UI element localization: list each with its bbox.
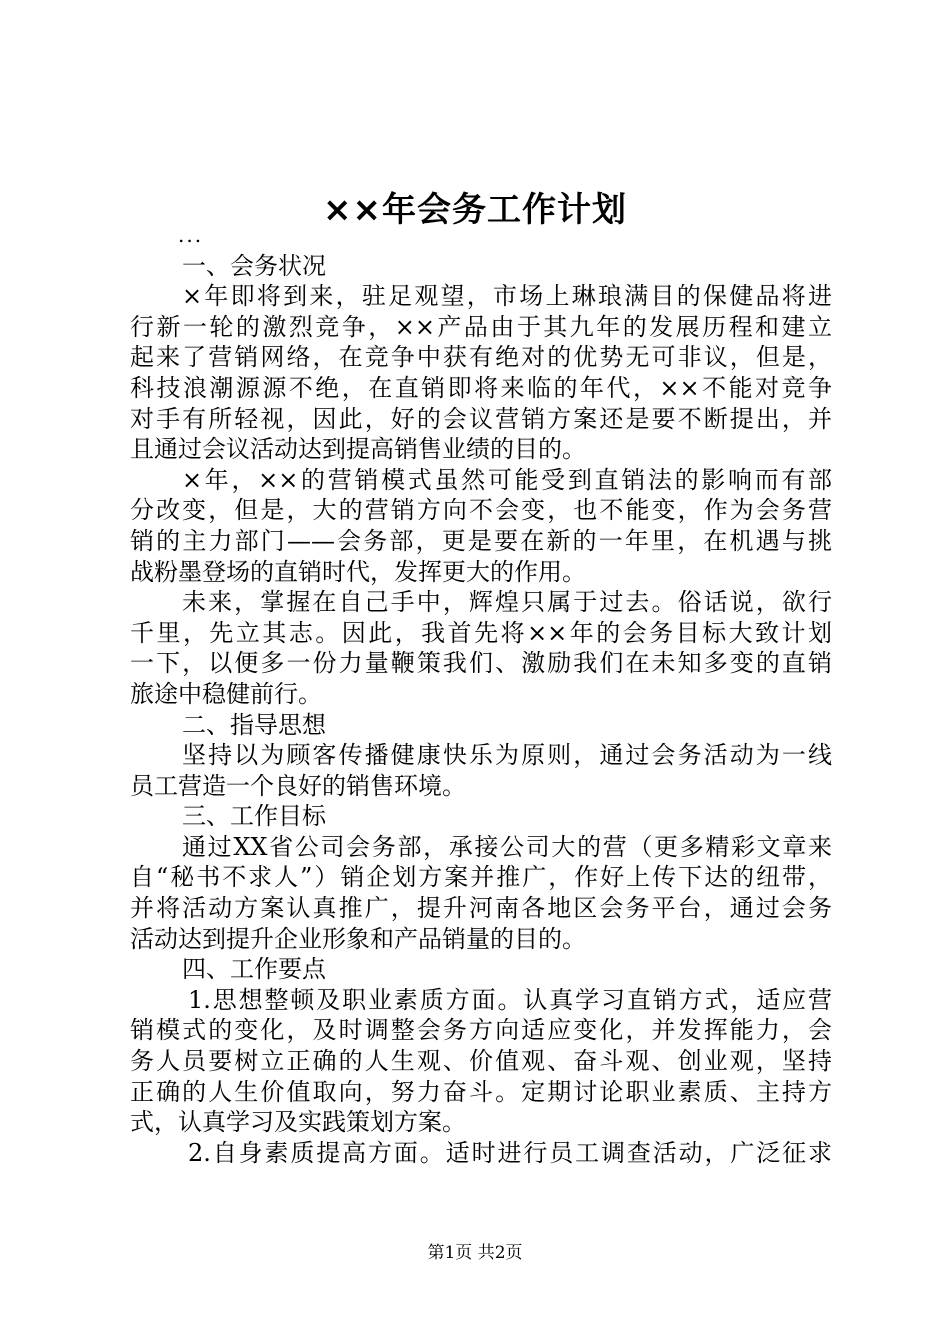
paragraph-line: 并将活动方案认真推广，提升河南各地区会务平台，通过会务 [130, 894, 832, 923]
paragraph-line: 销模式的变化，及时调整会务方向适应变化，并发挥能力，会 [130, 1016, 832, 1045]
paragraph-line: 活动达到提升企业形象和产品销量的目的。 [130, 924, 586, 953]
paragraph-line: 务人员要树立正确的人生观、价值观、奋斗观、创业观，坚持 [130, 1047, 832, 1076]
paragraph-line: 起来了营销网络，在竞争中获有绝对的优势无可非议，但是， [130, 343, 832, 372]
paragraph-line: 且通过会议活动达到提高销售业绩的目的。 [130, 435, 586, 464]
section-heading-2: 二、指导思想 [182, 710, 326, 739]
section-heading-4: 四、工作要点 [182, 955, 326, 984]
paragraph-line: 通过XX省公司会务部，承接公司大的营（更多精彩文章来 [182, 832, 832, 861]
paragraph-line: 正确的人生价值取向，努力奋斗。定期讨论职业素质、主持方 [130, 1077, 832, 1106]
paragraph-line: 科技浪潮源源不绝，在直销即将来临的年代，××不能对竞争 [130, 373, 832, 402]
paragraph-line: 自“秘书不求人”）销企划方案并推广，作好上传下达的纽带， [130, 863, 832, 892]
paragraph-line: 战粉墨登场的直销时代，发挥更大的作用。 [130, 557, 586, 586]
section-heading-3: 三、工作目标 [182, 802, 326, 831]
paragraph-line: 未来，掌握在自己手中，辉煌只属于过去。俗话说，欲行 [182, 588, 832, 617]
paragraph-line: 坚持以为顾客传播健康快乐为原则，通过会务活动为一线 [182, 741, 832, 770]
paragraph-line: ×年即将到来，驻足观望，市场上琳琅满目的保健品将进 [182, 282, 832, 311]
paragraph-line: 千里，先立其志。因此，我首先将××年的会务目标大致计划 [130, 618, 832, 647]
section-heading-1: 一、会务状况 [182, 251, 326, 280]
paragraph-line: 分改变，但是，大的营销方向不会变，也不能变，作为会务营 [130, 496, 832, 525]
paragraph-line: 销的主力部门——会务部，更是要在新的一年里，在机遇与挑 [130, 526, 832, 555]
ellipsis-marker: ... [178, 223, 204, 247]
paragraph-line: 旅途中稳健前行。 [130, 679, 322, 708]
paragraph-line: 2.自身素质提高方面。适时进行员工调查活动，广泛征求 [188, 1138, 832, 1167]
paragraph-line: 行新一轮的激烈竞争，××产品由于其九年的发展历程和建立 [130, 312, 832, 341]
paragraph-line: 一下，以便多一份力量鞭策我们、激励我们在未知多变的直销 [130, 649, 832, 678]
page-footer: 第1页 共2页 [427, 1243, 523, 1263]
document-title: ××年会务工作计划 [323, 190, 627, 230]
paragraph-line: 员工营造一个良好的销售环境。 [130, 771, 466, 800]
paragraph-line: ×年，××的营销模式虽然可能受到直销法的影响而有部 [182, 465, 832, 494]
paragraph-line: 1.思想整顿及职业素质方面。认真学习直销方式，适应营 [188, 985, 832, 1014]
paragraph-line: 式，认真学习及实践策划方案。 [130, 1108, 466, 1137]
paragraph-line: 对手有所轻视，因此，好的会议营销方案还是要不断提出，并 [130, 404, 832, 433]
document-body [130, 220, 832, 1168]
